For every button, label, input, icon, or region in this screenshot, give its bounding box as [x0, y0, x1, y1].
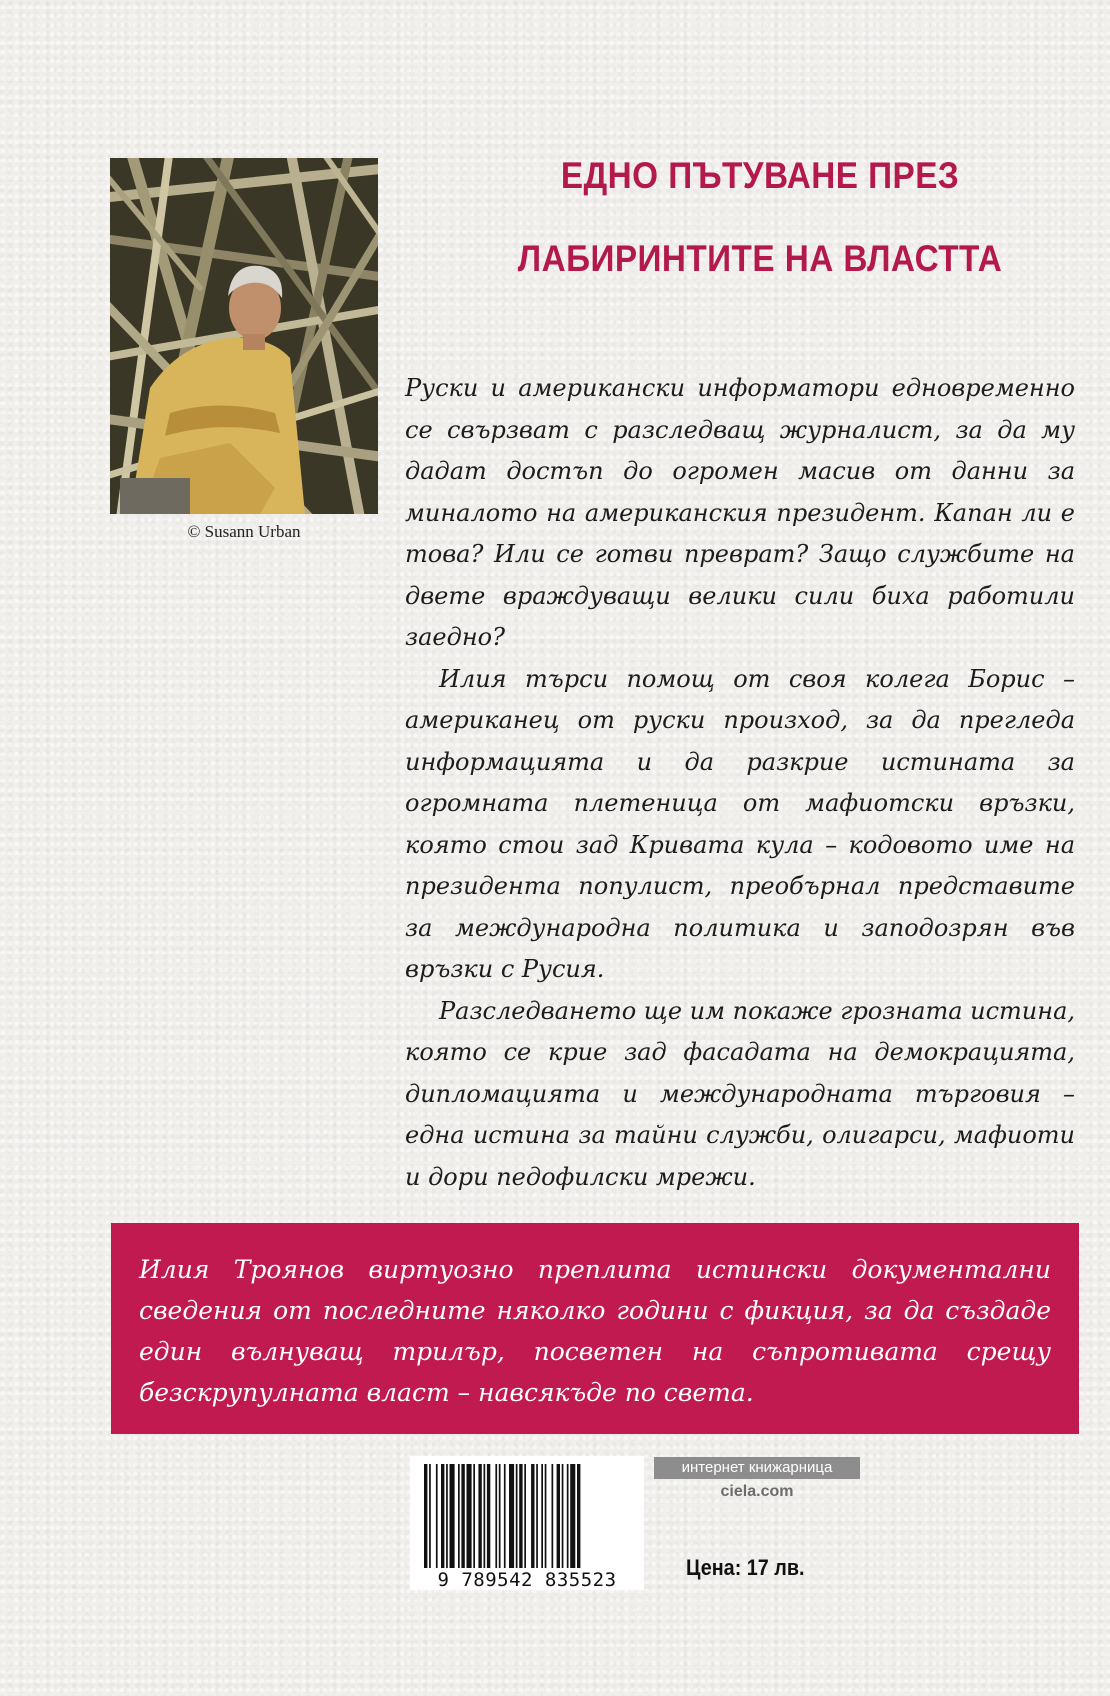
- barcode-bar: [570, 1464, 575, 1568]
- barcode-bar: [484, 1464, 486, 1568]
- barcode-bar: [524, 1464, 526, 1568]
- description-text: [405, 368, 1075, 1198]
- barcode-bar: [441, 1464, 444, 1568]
- store-url: ciela.com: [720, 1483, 794, 1500]
- author-photo-illustration: [110, 158, 378, 514]
- barcode-bar: [424, 1464, 427, 1568]
- barcode-bar: [487, 1464, 490, 1568]
- quote-banner-text: Илия Троянов виртуозно преплита истински документални сведения от последните няколко години с фикция, за да създаде един вълнуващ трилър, посветен на съпротивата срещу безскрупулната власт – навсякъде по света.: [139, 1255, 1051, 1407]
- barcode-bar: [562, 1464, 564, 1568]
- photo-credit: © Susann Urban: [187, 522, 301, 541]
- description-paragraph-1: Руски и американски информатори едновременно се свързват с разследващ журналист, за да му дадат достъп до огромен масив от данни за миналото на американския президент. Капан ли е това? Или се готви преврат? Защо службите на двете враждуващи велики сили биха работили заедно?: [405, 374, 1075, 651]
- barcode-bar: [458, 1464, 460, 1568]
- barcode-bar: [557, 1464, 560, 1568]
- description-paragraph-2: Илия търси помощ от своя колега Борис – американец от руски произход, за да прегледа информацията и да разкрие истината за огромната плетеница от мафиотски връзки, която стои зад Кривата кула – кодовото име на президента популист, преобърнал представите за международна политика и заподозрян във връзки с Русия.: [405, 664, 1075, 983]
- description-paragraph-3: Разследването ще им покаже грозната истина, която се крие зад фасадата на демокрацията, дипломацията и международната търговия – една истина за тайни служби, олигарси, мафиоти и дори педофилски мрежи.: [405, 996, 1076, 1191]
- barcode-bar: [552, 1464, 554, 1568]
- barcode-bar: [478, 1464, 481, 1568]
- barcode-bar: [473, 1464, 475, 1568]
- barcode-bar: [541, 1464, 543, 1568]
- isbn-number: 9 789542 835523: [437, 1569, 617, 1591]
- barcode-bar: [567, 1464, 569, 1568]
- isbn-barcode: [410, 1456, 644, 1590]
- barcode-bar: [531, 1464, 534, 1568]
- barcode-bar: [577, 1464, 580, 1568]
- barcode-bar: [461, 1464, 464, 1568]
- barcode-bar: [446, 1464, 448, 1568]
- barcode-bar: [516, 1464, 518, 1568]
- barcode-bar: [509, 1464, 514, 1568]
- barcode-bar: [536, 1464, 538, 1568]
- barcode-bar: [545, 1464, 547, 1568]
- barcode-bar: [499, 1464, 501, 1568]
- barcode-bar: [450, 1464, 455, 1568]
- barcode-bar: [504, 1464, 506, 1568]
- store-badge: интернет книжарница: [654, 1457, 860, 1479]
- barcode-bars: [424, 1464, 630, 1568]
- title-line-1: ЕДНО ПЪТУВАНЕ ПРЕЗ: [560, 155, 960, 196]
- barcode-bar: [436, 1464, 438, 1568]
- barcode-bar: [519, 1464, 522, 1568]
- title-line-2: ЛАБИРИНТИТЕ НА ВЛАСТТА: [517, 238, 1003, 279]
- barcode-bar: [467, 1464, 472, 1568]
- author-photo: [110, 158, 378, 514]
- barcode-bar: [495, 1464, 497, 1568]
- barcode-bar: [429, 1464, 431, 1568]
- price-label: Цена: 17 лв.: [686, 1555, 805, 1580]
- quote-banner: [111, 1223, 1079, 1434]
